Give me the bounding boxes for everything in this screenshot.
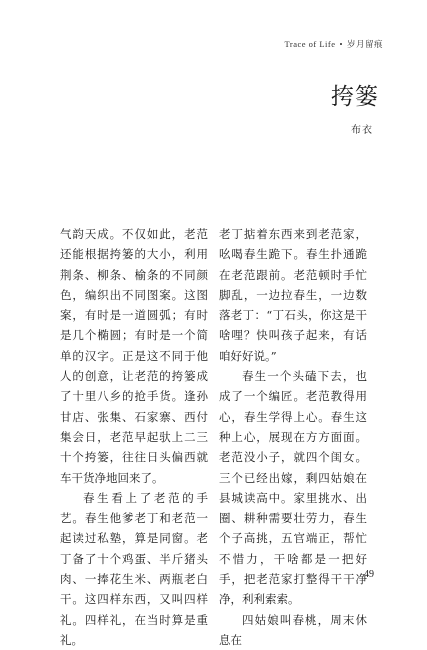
series-title-zh: 岁月留痕	[346, 39, 383, 49]
paragraph: 春生看上了老范的手艺。春生他爹老丁和老范一起读过私塾，算是同窗。老丁备了十个鸡蛋、半斤猪头肉、一捧花生米、两瓶老白干。这四样东西，又叫四样礼。四样礼，在当时算是重礼。	[60, 490, 208, 647]
paragraph: 气韵天成。不仅如此，老范还能根据挎篓的大小，利用荆条、柳条、榆条的不同颜色，编织出不同图案。这图案，有时是一道圆弧；有时是几个椭圆；有时是一个简单的汉字。正是这不同于他人的创意，让老范的挎篓成了十里八乡的抢手货。逢孙甘店、张集、石家寨、西付集会日，老范早起驮上二三十个挎篓，往往日头偏西就车干货净地回来了。	[60, 227, 208, 485]
article-title: 挎篓	[331, 84, 379, 110]
text-column-left	[60, 224, 208, 650]
paragraph: 老丁掂着东西来到老范家，吆喝春生跪下。春生扑通跪在老范跟前。老范顿时手忙脚乱，一边拉春生，一边数落老丁：“丁石头，你这是干啥哩？快叫孩子起来，有话咱好好说。”	[219, 227, 367, 363]
paragraph: 春生一个头磕下去，也成了一个编匠。老范教得用心，春生学得上心。春生这种上心，展现在方方面面。老范没小子，就四个闺女。三个已经出嫁，剩四姑娘在县城读高中。家里挑水、出圈、耕种需要壮劳力，春生个子高挑，五官端正，帮忙不惜力，干啥都是一把好手，把老范家打整得干干净净，利利索索。	[219, 369, 367, 607]
header-separator: •	[339, 39, 343, 49]
running-header	[284, 38, 383, 50]
series-title-en: Trace of Life	[284, 39, 336, 49]
article-author: 布衣	[351, 125, 373, 136]
page-number: 49	[364, 569, 374, 580]
paragraph: 四姑娘叫春桃，周末休息在	[219, 612, 367, 647]
text-column-right	[219, 224, 367, 650]
